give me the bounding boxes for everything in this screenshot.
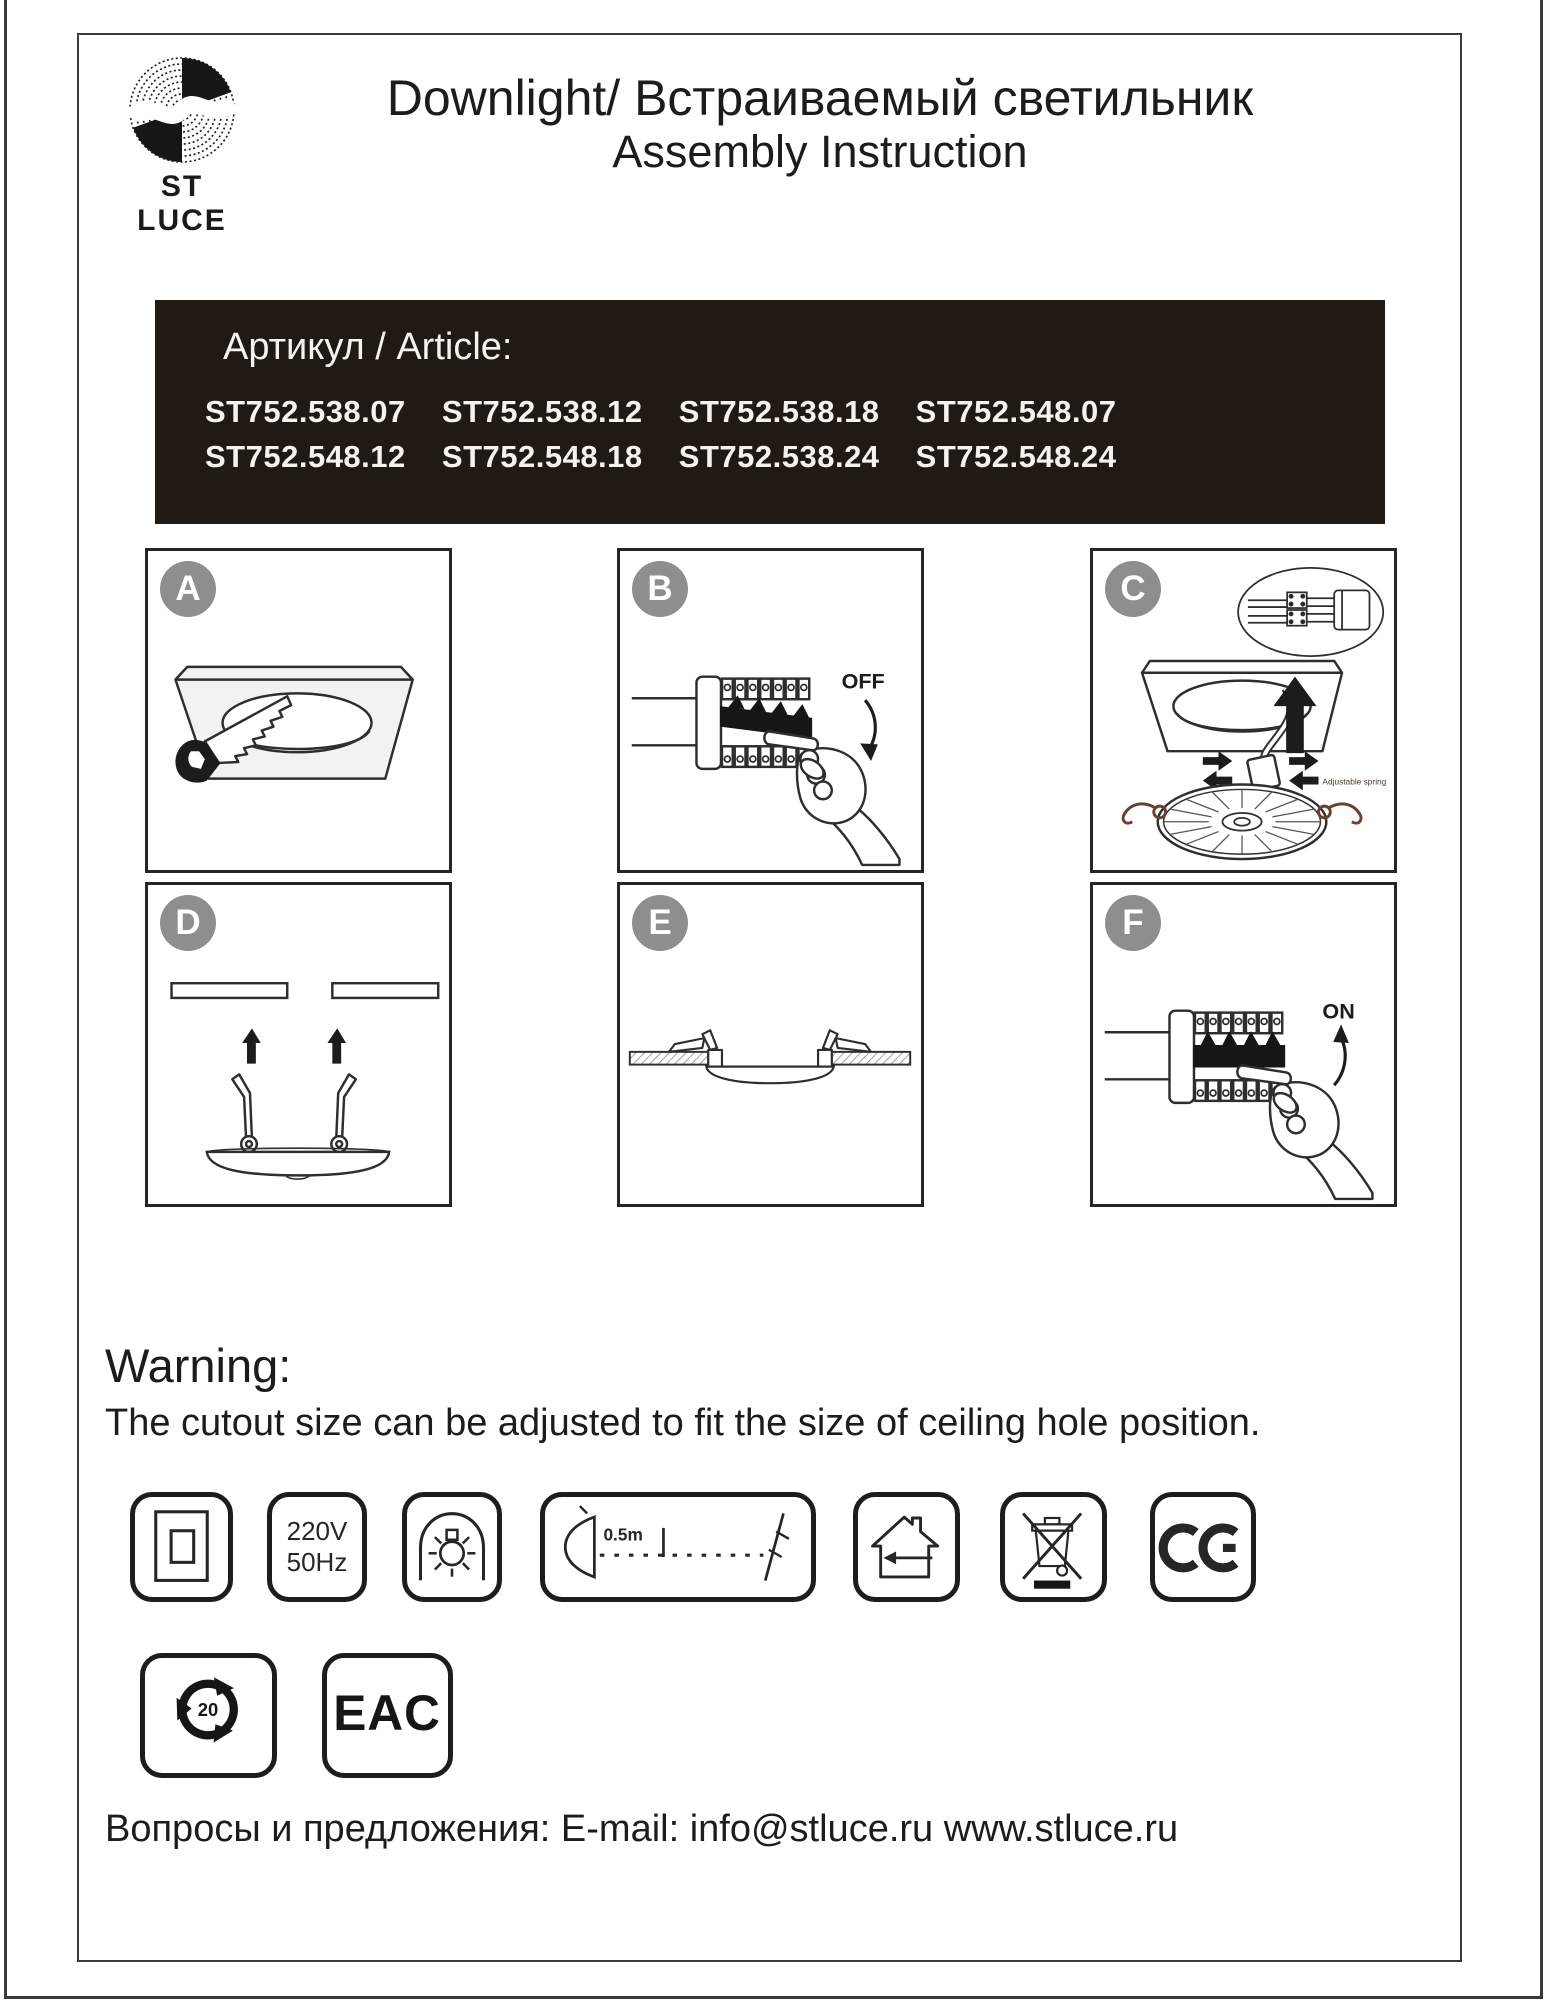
article-heading: Артикул / Article: — [223, 326, 513, 368]
step-badge-e: E — [632, 895, 688, 951]
downlight-back — [1158, 785, 1327, 860]
voltage-line2: 50Hz — [286, 1547, 348, 1577]
eac-label: EAC — [333, 1684, 441, 1741]
downlight-side — [207, 1148, 389, 1179]
title-line1: Downlight/ Встраиваемый светильник — [386, 70, 1254, 126]
article-number: ST752.548.18 — [441, 439, 643, 474]
eac-mark-icon — [322, 1653, 453, 1778]
off-arrow — [860, 700, 878, 761]
ce-mark-icon — [1150, 1492, 1256, 1602]
weee-bin-icon — [1000, 1492, 1107, 1602]
on-arrow — [1333, 1024, 1349, 1085]
warning-text: The cutout size can be adjusted to fit the size of ceiling hole position. — [105, 1402, 1261, 1444]
step-panel-c — [1090, 548, 1397, 873]
step-panel-e — [617, 882, 924, 1207]
step-badge-d: D — [160, 895, 216, 951]
recessed-luminaire-icon — [402, 1492, 502, 1602]
step-badge-c: C — [1105, 561, 1161, 617]
off-label: OFF — [841, 668, 885, 694]
article-row-1 — [205, 389, 1385, 434]
article-number: ST752.548.24 — [915, 439, 1117, 474]
step-badge-b: B — [632, 561, 688, 617]
document-title — [290, 70, 1350, 178]
step-panel-b — [617, 548, 924, 873]
step-panel-f — [1090, 882, 1397, 1207]
ceiling-section — [630, 1052, 910, 1065]
article-number: ST752.538.18 — [678, 394, 880, 429]
min-distance-icon — [540, 1492, 816, 1602]
article-number: ST752.538.12 — [441, 394, 643, 429]
step-badge-f: F — [1105, 895, 1161, 951]
article-number: ST752.538.24 — [678, 439, 880, 474]
recycle-20-icon — [140, 1653, 277, 1778]
recycle-count-label: 20 — [197, 1698, 219, 1720]
voltage-rating-badge — [267, 1492, 367, 1602]
article-number: ST752.548.07 — [915, 394, 1117, 429]
connector-inset — [1238, 568, 1383, 656]
on-label: ON — [1322, 998, 1355, 1024]
voltage-line1: 220V — [286, 1516, 348, 1546]
contact-line: Вопросы и предложения: E-mail: info@stluce.ru www.stluce.ru — [105, 1808, 1179, 1850]
spring-clips-upright — [232, 1074, 356, 1151]
article-numbers — [205, 389, 1385, 479]
stluce-logo-mark — [117, 52, 247, 170]
ceiling-boards — [172, 983, 439, 998]
insert-arrows — [242, 1028, 346, 1063]
breaker-levers-on — [1193, 1031, 1285, 1067]
step-badge-a: A — [160, 561, 216, 617]
step-panel-a — [145, 548, 452, 873]
article-box — [155, 300, 1385, 524]
step-panel-d — [145, 882, 452, 1207]
warning-heading: Warning: — [105, 1339, 292, 1392]
class-ii-insulation-icon — [130, 1492, 233, 1602]
article-row-2 — [205, 434, 1385, 479]
indoor-use-icon — [853, 1492, 960, 1602]
adjustable-spring-label: Adjustable spring — [1322, 776, 1387, 787]
article-number: ST752.538.07 — [205, 394, 406, 429]
stluce-logo — [112, 52, 252, 237]
article-number: ST752.548.12 — [205, 439, 406, 474]
downlight-installed — [706, 1067, 833, 1084]
distance-label: 0.5m — [603, 1524, 643, 1545]
title-line2: Assembly Instruction — [612, 126, 1028, 177]
brand-name: ST LUCE — [137, 170, 227, 237]
